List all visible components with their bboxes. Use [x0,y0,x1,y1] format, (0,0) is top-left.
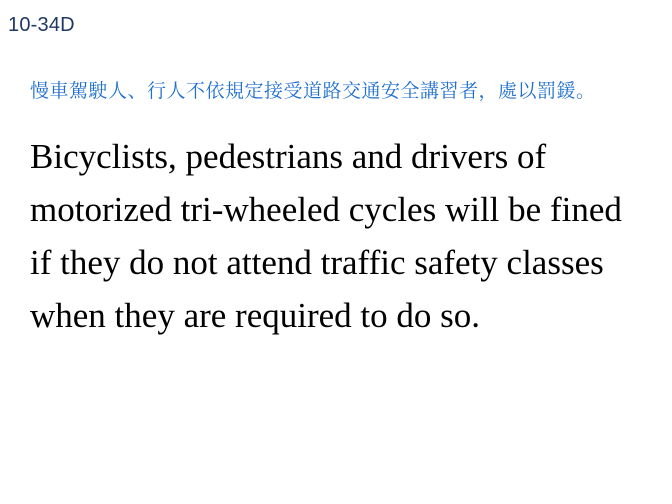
slide-body [30,76,642,342]
slide-number-label: 10-34D [8,14,75,36]
chinese-paragraph: 慢車駕駛人、行人不依規定接受道路交通安全講習者，處以罰鍰。 [30,80,596,102]
english-paragraph: Bicyclists, pedestrians and drivers of motorized tri-wheeled cycles will be fined if they do not attend traffic safety classes when they are required to do so. [30,137,622,335]
